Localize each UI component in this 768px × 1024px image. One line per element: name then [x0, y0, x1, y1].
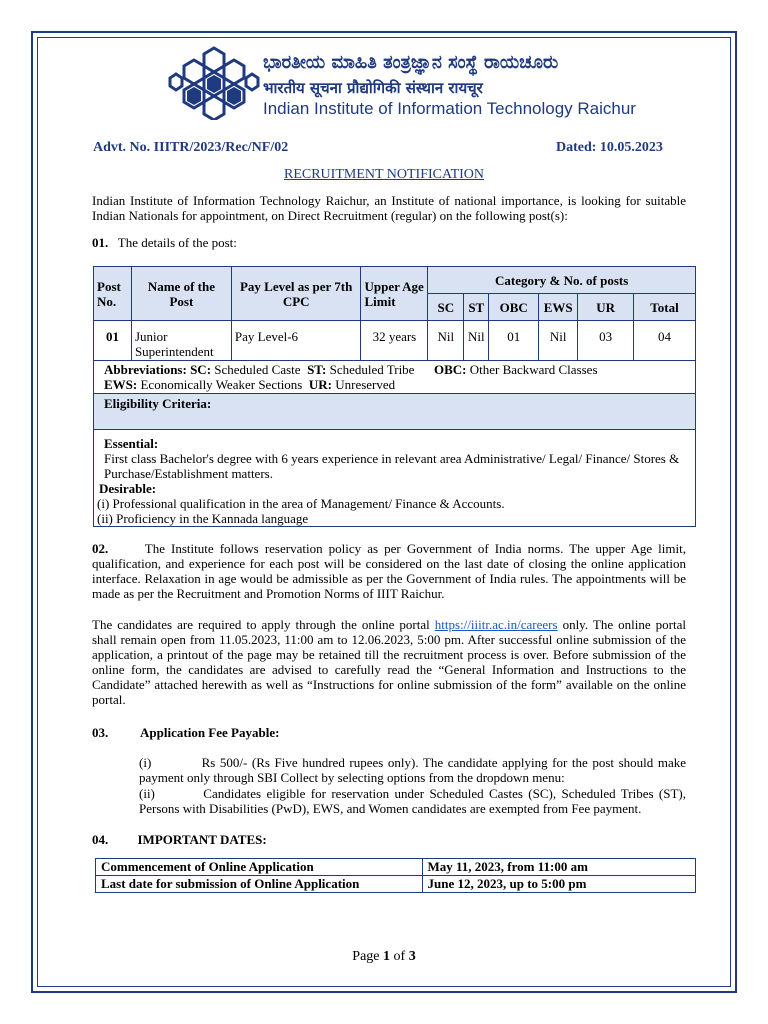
date-label: Commencement of Online Application — [96, 859, 423, 876]
fee-item-ii: (ii) Candidates eligible for reservation under Scheduled Castes (SC), Scheduled Tribes (ST), Persons with Disabilities (PwD), EWS, and Women candidates are exempted from Fee payment. — [139, 786, 686, 816]
cell-pay-level: Pay Level-6 — [231, 321, 361, 361]
col-age-limit: Upper Age Limit — [361, 267, 428, 321]
important-dates-table — [95, 858, 696, 893]
cell-ur: 03 — [578, 321, 634, 361]
institute-name-kannada: ಭಾರತೀಯ ಮಾಹಿತಿ ತಂತ್ರಜ್ಞಾನ ಸಂಸ್ಥೆ ರಾಯಚೂರು — [263, 52, 559, 73]
table-row — [96, 859, 696, 876]
essential-label: Essential: — [104, 436, 159, 451]
cell-post-name: Junior Superintendent — [131, 321, 231, 361]
cell-age-limit: 32 years — [361, 321, 428, 361]
date-value: May 11, 2023, from 11:00 am — [422, 859, 696, 876]
date-label: Last date for submission of Online Application — [96, 876, 423, 893]
col-ews: EWS — [539, 294, 578, 321]
page-title: RECRUITMENT NOTIFICATION — [283, 167, 484, 182]
col-category: Category & No. of posts — [428, 267, 696, 294]
table-row — [96, 876, 696, 893]
institute-name-english: Indian Institute of Information Technology Raichur — [263, 99, 636, 118]
section-02 — [92, 541, 686, 601]
page-number: Page 1 of 3 — [352, 949, 416, 964]
desirable-item: (i) Professional qualification in the area of Management/ Finance & Accounts. — [97, 496, 505, 511]
section-03-heading: 03. Application Fee Payable: — [92, 725, 280, 740]
fee-item-i: (i) Rs 500/- (Rs Five hundred rupees only). The candidate applying for the post should make payment only through SBI Collect by selecting options from the dropdown menu: — [139, 755, 686, 785]
institute-name-hindi: भारतीय सूचना प्रौद्योगिकी संस्थान रायचूर — [263, 79, 483, 97]
col-sc: SC — [428, 294, 464, 321]
col-ur: UR — [578, 294, 634, 321]
apply-paragraph: The candidates are required to apply through the online portal https://iiitr.ac.in/careers only. The online portal shall remain open from 11.05.2023, 11:00 am to 12.06.2023, 5:00 pm. After successful online submission of the application, a printout of the page may be retained till the recruitment process is over. Before submission of the online form, the candidates are advised to carefully read the “General Information and Instructions to the Candidate” attached herewith as well as “Instructions for online submission of the form” available on the online portal. — [92, 617, 686, 707]
institute-logo-icon — [168, 44, 260, 120]
section-02-text: The Institute follows reservation policy as per Government of India norms. The upper Age limit, qualification, and experience for each post will be considered on the last date of closing the online application interface. Relaxation in age would be admissible as per the Government of India rules. The appointments will be made as per the Recruitment and Promotion Norms of IIIT Raichur. — [92, 541, 686, 601]
col-post-no: Post No. — [94, 267, 132, 321]
post-details-table — [93, 266, 696, 527]
eligibility-details — [94, 430, 696, 527]
table-row — [94, 321, 696, 361]
section-01-text: The details of the post: — [117, 235, 237, 250]
careers-link[interactable]: https://iiitr.ac.in/careers — [434, 617, 558, 632]
intro-paragraph: Indian Institute of Information Technology Raichur, an Institute of national importance, is looking for suitable Indian Nationals for appointment, on Direct Recruitment (regular) on the following post(s): — [92, 193, 686, 223]
cell-total: 04 — [634, 321, 696, 361]
date-value: June 12, 2023, up to 5:00 pm — [422, 876, 696, 893]
cell-st: Nil — [464, 321, 489, 361]
essential-text: First class Bachelor's degree with 6 years experience in relevant area Administrative/ Legal/ Finance/ Stores & Purchase/Establishment matters. — [104, 451, 680, 481]
col-pay-level: Pay Level as per 7th CPC — [231, 267, 361, 321]
section-04-heading: 04. IMPORTANT DATES: — [92, 832, 267, 847]
desirable-label: Desirable: — [99, 481, 157, 496]
section-01 — [92, 235, 237, 250]
col-post-name: Name of the Post — [131, 267, 231, 321]
col-total: Total — [634, 294, 696, 321]
cell-obc: 01 — [489, 321, 539, 361]
eligibility-heading: Eligibility Criteria: — [94, 394, 696, 430]
col-obc: OBC — [489, 294, 539, 321]
advt-date: Dated: 10.05.2023 — [556, 140, 663, 155]
desirable-item: (ii) Proficiency in the Kannada language — [97, 511, 309, 526]
abbreviations: Abbreviations: SC: Scheduled Caste ST: Scheduled Tribe OBC: Other Backward Classes EWS: Economically Weaker Sections UR: Unreserved — [94, 361, 696, 394]
advt-number: Advt. No. IIITR/2023/Rec/NF/02 — [93, 140, 289, 155]
section-02-number: 02. — [92, 541, 109, 556]
section-01-number: 01. — [92, 235, 109, 250]
cell-ews: Nil — [539, 321, 578, 361]
col-st: ST — [464, 294, 489, 321]
cell-post-no: 01 — [94, 321, 132, 361]
cell-sc: Nil — [428, 321, 464, 361]
